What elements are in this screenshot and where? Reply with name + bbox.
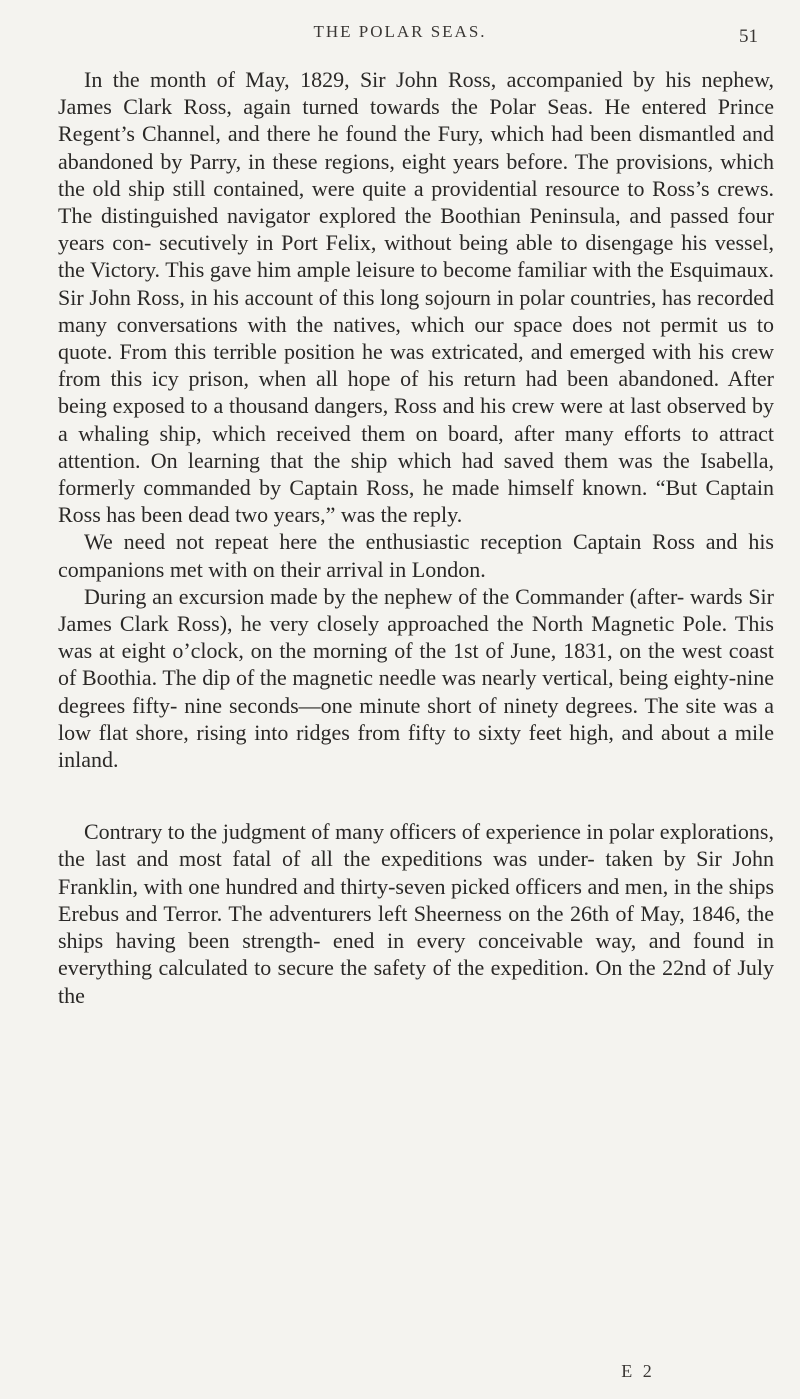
paragraph-franklin-expedition: Contrary to the judgment of many officers of experience in polar explorations, the last and most fatal of all the expeditions was under- taken by Sir John Franklin, with one hundred and thirty-seven picked officers and men, in the ships Erebus and Terror. The adventurers left Sheerness on the 26th of May, 1846, the ships having been strength- ened in every conceivable way, and found in everything calculated to secure the safety of the expedition. On the 22nd of July the [58, 819, 774, 1008]
body-text [58, 66, 774, 1009]
paragraph-london-reception: We need not repeat here the enthusiastic reception Captain Ross and his companions met with on their arrival in London. [58, 529, 774, 582]
paragraph-ross-expedition: In the month of May, 1829, Sir John Ross, accompanied by his nephew, James Clark Ross, again turned towards the Polar Seas. He entered Prince Regent’s Channel, and there he found the Fury, which had been dismantled and abandoned by Parry, in these regions, eight years before. The provisions, which the old ship still contained, were quite a providential resource to Ross’s crews. The distinguished navigator explored the Boothian Peninsula, and passed four years con- secutively in Port Felix, without being able to disengage his vessel, the Victory. This gave him ample leisure to become familiar with the Esquimaux. Sir John Ross, in his account of this long sojourn in polar countries, has recorded many conversations with the natives, which our space does not permit us to quote. From this terrible position he was extricated, and emerged with his crew from this icy prison, when all hope of his return had been abandoned. After being exposed to a thousand dangers, Ross and his crew were at last observed by a whaling ship, which received them on board, after many efforts to attract attention. On learning that the ship which had saved them was the Isabella, formerly commanded by Captain Ross, he made himself known. “But Captain Ross has been dead two years,” was the reply. [58, 67, 774, 528]
page-number: 51 [739, 26, 758, 47]
paragraph-magnetic-pole: During an excursion made by the nephew of the Commander (after- wards Sir James Clark Ross), he very closely approached the North Magnetic Pole. This was at eight o’clock, on the morning of the 1st of June, 1831, on the west coast of Boothia. The dip of the magnetic needle was nearly vertical, being eighty-nine degrees fifty- nine seconds—one minute short of ninety degrees. The site was a low flat shore, rising into ridges from fifty to sixty feet high, and about a mile inland. [58, 583, 774, 773]
running-title: THE POLAR SEAS. [313, 22, 487, 41]
running-head [0, 22, 800, 52]
signature-mark-text: E 2 [621, 1361, 655, 1381]
signature-mark [0, 1361, 800, 1382]
